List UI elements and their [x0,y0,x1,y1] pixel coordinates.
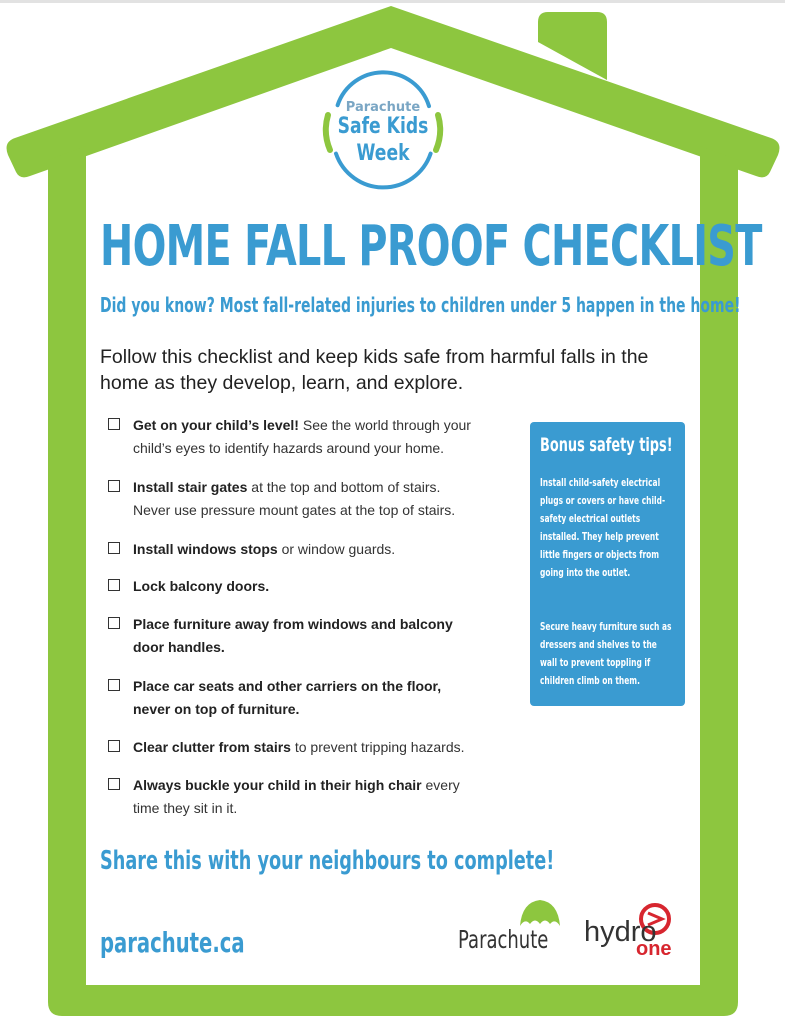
checklist-item: Install windows stops or window guards. [108,538,528,561]
logo-line2: Week [356,141,410,166]
page-title: HOME FALL PROOF CHECKLIST [100,214,762,279]
checklist-item: Place furniture away from windows and balcony door handles. [108,613,528,659]
checkbox[interactable] [108,480,120,492]
checklist-item: Lock balcony doors. [108,575,528,598]
checkbox[interactable] [108,542,120,554]
share-message: Share this with your neighbours to complete! [100,846,555,876]
did-you-know: Did you know? Most fall-related injuries to children under 5 happen in the home! [100,293,741,317]
checkbox[interactable] [108,740,120,752]
hydro-one-logo-text: hydro [584,916,657,948]
intro-text: Follow this checklist and keep kids safe from harmful falls in the home as they develop, learn, and explore. [100,346,649,394]
checkbox[interactable] [108,617,120,629]
checklist-item: Get on your child’s level! See the world through your child’s eyes to identify hazards around your home. [108,414,528,460]
checkbox[interactable] [108,418,120,430]
checkbox[interactable] [108,679,120,691]
checklist-item: Clear clutter from stairs to prevent tripping hazards. [108,736,528,759]
logo-brand: Parachute [345,100,421,115]
hydro-one-logo-one: one [636,938,672,960]
parachute-logo-text: Parachute [458,925,549,954]
bonus-tips-box [530,422,685,706]
checklist-item: Place car seats and other carriers on the floor, never on top of furniture. [108,675,528,721]
checkbox[interactable] [108,778,120,790]
website-link[interactable]: parachute.ca [100,926,245,959]
checkbox[interactable] [108,579,120,591]
checklist-item: Install stair gates at the top and bottom of stairs. Never use pressure mount gates at the top of stairs. [108,476,528,522]
parachute-canopy-icon [520,900,560,926]
bonus-tip: Install child-safety electrical plugs or covers or have child-safety electrical outlets installed. They help prevent little fingers or objects from going into the outlet. [540,476,666,579]
bonus-title: Bonus safety tips! [540,434,673,456]
logo-line1: Safe Kids [337,114,429,139]
bonus-tip: Secure heavy furniture such as dressers and shelves to the wall to prevent toppling if children climb on them. [540,620,672,687]
checklist-item: Always buckle your child in their high chair every time they sit in it. [108,774,528,820]
logo-arc-right [436,115,440,150]
